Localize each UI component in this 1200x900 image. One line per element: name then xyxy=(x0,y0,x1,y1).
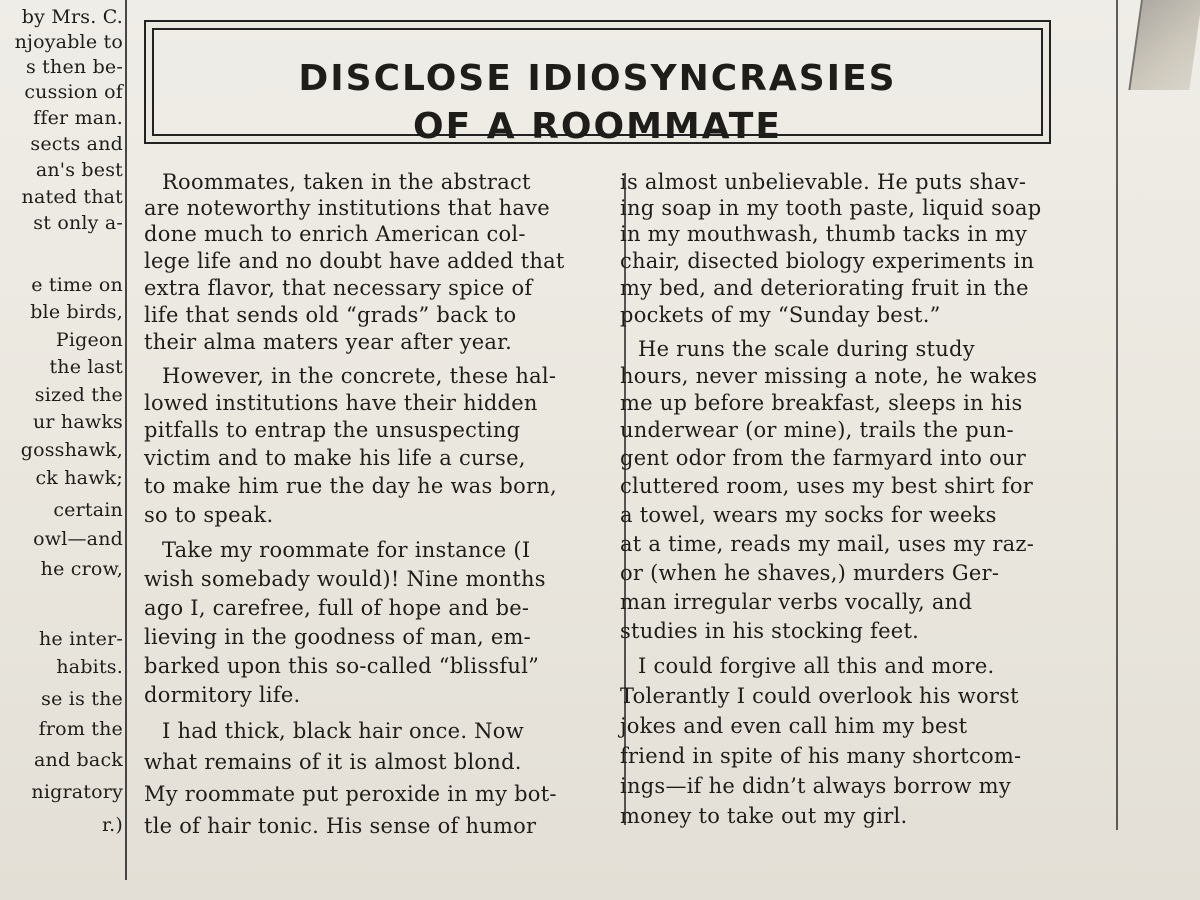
article-line: studies in his stocking feet. xyxy=(620,619,920,643)
article-line: tle of hair tonic. His sense of humor xyxy=(144,814,537,838)
left-fragment-line: s then be- xyxy=(25,56,123,78)
article-line: Roommates, taken in the abstract xyxy=(162,170,531,194)
article-line: my bed, and deteriorating fruit in the xyxy=(620,276,1029,300)
article-line: lieving in the goodness of man, em- xyxy=(144,625,532,649)
article-line: wish somebady would)! Nine months xyxy=(144,567,546,591)
article-line: barked upon this so-called “blissful” xyxy=(144,654,540,678)
article-line: lege life and no doubt have added that xyxy=(144,249,565,273)
left-fragment-line: Pigeon xyxy=(55,329,123,351)
article-line: at a time, reads my mail, uses my raz- xyxy=(620,532,1035,556)
article-column-2 xyxy=(620,0,1090,900)
article-line: jokes and even call him my best xyxy=(620,714,968,738)
article-line: their alma maters year after year. xyxy=(144,330,513,354)
article-line: me up before breakfast, sleeps in his xyxy=(620,391,1023,415)
article-line: extra flavor, that necessary spice of xyxy=(144,276,533,300)
article-line: friend in spite of his many shortcom- xyxy=(620,744,1022,768)
article-line: dormitory life. xyxy=(144,683,301,707)
left-fragment-line: habits. xyxy=(56,656,123,678)
article-line: chair, disected biology experiments in xyxy=(620,249,1035,273)
article-line: life that sends old “grads” back to xyxy=(144,303,517,327)
left-fragment-line: ur hawks xyxy=(32,411,123,433)
article-line: Take my roommate for instance (I xyxy=(162,538,531,562)
left-fragment-line: gosshawk, xyxy=(20,439,123,461)
left-fragment-line: owl—and xyxy=(33,528,123,550)
article-line: money to take out my girl. xyxy=(620,804,908,828)
left-fragment-line: he inter- xyxy=(38,628,123,650)
article-line: cluttered room, uses my best shirt for xyxy=(620,474,1034,498)
article-line: or (when he shaves,) murders Ger- xyxy=(620,561,1000,585)
left-fragment-line: sized the xyxy=(34,384,123,406)
article-line: pockets of my “Sunday best.” xyxy=(620,303,941,327)
article-line: gent odor from the farmyard into our xyxy=(620,446,1027,470)
article-line: a towel, wears my socks for weeks xyxy=(620,503,997,527)
article-column-1 xyxy=(144,0,614,900)
left-fragment-line: from the xyxy=(38,718,123,740)
left-fragment-line: an's best xyxy=(35,159,123,181)
article-line: ings—if he didn’t always borrow my xyxy=(620,774,1011,798)
article-line: However, in the concrete, these hal- xyxy=(162,364,557,388)
article-line: I could forgive all this and more. xyxy=(638,654,995,678)
article-line: pitfalls to entrap the unsuspecting xyxy=(144,418,521,442)
right-column-rule xyxy=(1116,0,1118,830)
corner-paper xyxy=(1128,0,1200,90)
left-fragment-line: nated that xyxy=(21,186,123,208)
left-column-rule xyxy=(125,0,127,880)
article-line: I had thick, black hair once. Now xyxy=(162,719,524,743)
left-fragment-line: certain xyxy=(53,499,123,521)
left-fragment-line: e time on xyxy=(31,274,123,296)
article-line: is almost unbelievable. He puts shav- xyxy=(620,170,1027,194)
article-line: man irregular verbs vocally, and xyxy=(620,590,973,614)
article-line: underwear (or mine), trails the pun- xyxy=(620,418,1014,442)
left-fragment-line: sects and xyxy=(30,133,123,155)
headline-line-2: OF A ROOMMATE xyxy=(413,106,782,147)
left-fragment-line: cussion of xyxy=(24,81,123,103)
article-line: My roommate put peroxide in my bot- xyxy=(144,782,557,806)
article-line: He runs the scale during study xyxy=(638,337,975,361)
left-fragment-line: ffer man. xyxy=(33,107,123,129)
article-line: Tolerantly I could overlook his worst xyxy=(620,684,1019,708)
left-fragment-line: se is the xyxy=(41,688,123,710)
left-fragment-line: st only a- xyxy=(33,212,123,234)
article-line: lowed institutions have their hidden xyxy=(144,391,538,415)
left-article-fragment xyxy=(0,0,125,900)
article-line: done much to enrich American col- xyxy=(144,222,526,246)
article-line: are noteworthy institutions that have xyxy=(144,196,550,220)
left-fragment-line: r.) xyxy=(101,814,123,836)
left-fragment-line: nigratory xyxy=(31,781,123,803)
article-line: hours, never missing a note, he wakes xyxy=(620,364,1038,388)
article-line: ing soap in my tooth paste, liquid soap xyxy=(620,196,1042,220)
left-fragment-line: ck hawk; xyxy=(35,467,123,489)
article-line: so to speak. xyxy=(144,503,274,527)
article-line: in my mouthwash, thumb tacks in my xyxy=(620,222,1028,246)
article-line: to make him rue the day he was born, xyxy=(144,474,557,498)
article-line: victim and to make his life a curse, xyxy=(144,446,526,470)
left-fragment-line: he crow, xyxy=(40,558,123,580)
left-fragment-line: ble birds, xyxy=(30,301,123,323)
left-fragment-line: by Mrs. C. xyxy=(21,6,123,28)
left-fragment-line: the last xyxy=(49,356,123,378)
left-fragment-line: and back xyxy=(33,749,123,771)
article-line: what remains of it is almost blond. xyxy=(144,750,522,774)
left-fragment-line: njoyable to xyxy=(14,31,123,53)
article-line: ago I, carefree, full of hope and be- xyxy=(144,596,530,620)
headline-line-1: DISCLOSE IDIOSYNCRASIES xyxy=(298,58,897,99)
